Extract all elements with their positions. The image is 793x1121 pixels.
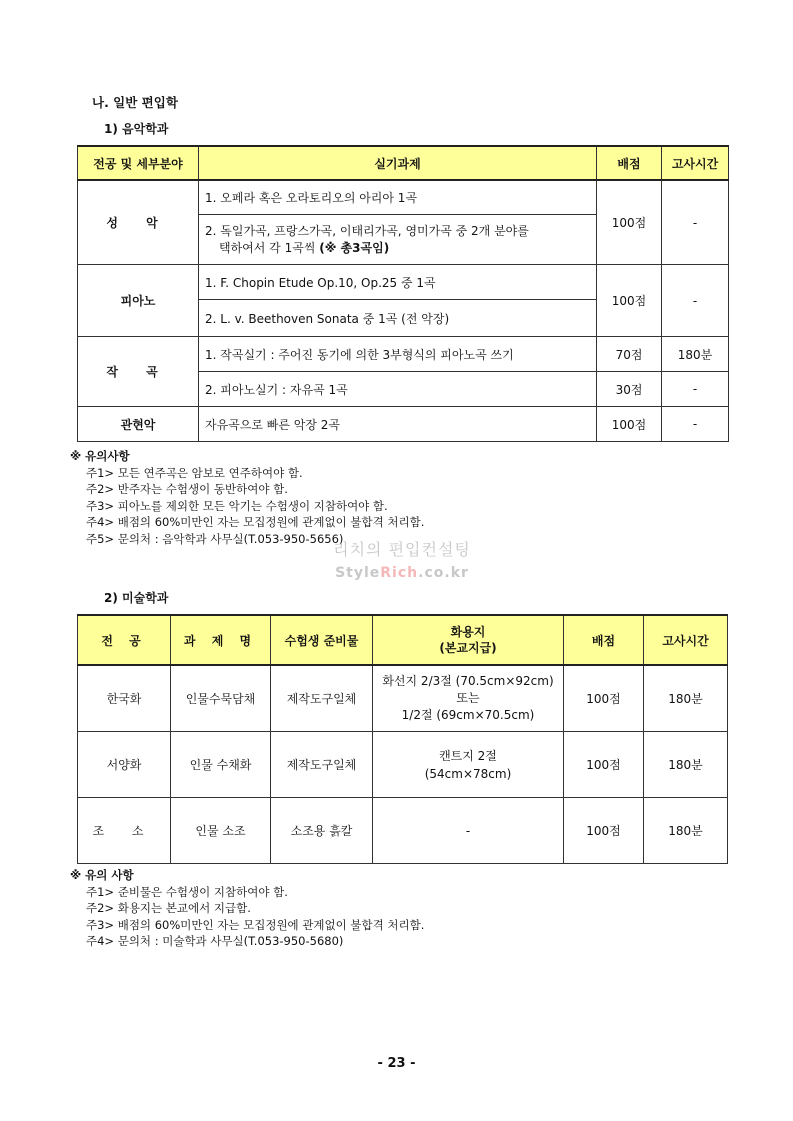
score-cell: 30점 [597,372,662,407]
task-note: (※ 총3곡임) [319,240,390,255]
title-cell: 인물 소조 [171,798,271,864]
paper-cell: - [373,798,564,864]
task-cell: 2. 피아노실기 : 자유곡 1곡 [199,372,597,407]
major-cell: 조 소 [78,798,171,864]
note-item: 주5> 문의처 : 음악학과 사무실(T.053-950-5656) [86,531,344,546]
header-score: 배점 [597,146,662,180]
header-title: 과 제 명 [171,615,271,665]
time-cell: 180분 [644,798,728,864]
note-item: 주3> 피아노를 제외한 모든 악기는 수험생이 지참하여야 함. [86,498,388,513]
task-cell: 1. 오페라 혹은 오라토리오의 아리아 1곡 [199,180,597,215]
header-materials: 수험생 준비물 [271,615,373,665]
watermark-text: 리치의 편입컨설팅 [333,540,471,559]
art-table [77,614,728,864]
paper-line: 캔트지 2절 [439,748,497,763]
materials-cell: 소조용 흙칼 [271,798,373,864]
score-cell: 100점 [597,180,662,265]
watermark-part: .co.kr [418,565,469,581]
title-cell: 인물수묵담채 [171,665,271,732]
music-notes [70,448,424,547]
table-row [78,665,728,732]
paper-cell [373,665,564,732]
task-cell: 1. F. Chopin Etude Op.10, Op.25 중 1곡 [199,265,597,300]
task-line [205,240,596,257]
task-cell [199,215,597,265]
time-cell: 180분 [644,665,728,732]
watermark-url [322,565,482,581]
paper-line: 화선지 2/3절 (70.5cm×92cm) [382,674,554,688]
time-cell: - [662,407,729,442]
table-row [78,337,729,372]
task-text: 택하여서 각 1곡씩 [219,240,316,255]
note-item: 주1> 모든 연주곡은 암보로 연주하여야 함. [86,465,303,480]
table-row [78,407,729,442]
table-row [78,265,729,300]
major-orchestra: 관현악 [78,407,199,442]
watermark-part: Style [335,565,381,581]
score-cell: 100점 [564,732,644,798]
notes-title: ※ 유의사항 [70,449,130,463]
score-cell: 100점 [564,798,644,864]
header-paper-line: (본교지급) [439,641,497,655]
header-major: 전공 및 세부분야 [78,146,199,180]
header-time: 고사시간 [662,146,729,180]
section-heading: 나. 일반 편입학 [92,95,178,110]
notes-title: ※ 유의 사항 [70,868,134,882]
note-item: 주2> 화용지는 본교에서 지급함. [86,901,251,915]
note-item: 주1> 준비물은 수험생이 지참하여야 함. [86,884,288,899]
table-row [78,732,728,798]
music-heading: 1) 음악학과 [104,122,169,136]
note-item: 주2> 반주자는 수험생이 동반하여야 함. [86,482,288,496]
header-time: 고사시간 [644,615,728,665]
page-number: - 23 - [377,1056,416,1071]
paper-line: 또는 [456,691,480,705]
task-cell: 1. 작곡실기 : 주어진 동기에 의한 3부형식의 피아노곡 쓰기 [199,337,597,372]
music-table [77,145,729,442]
table-row [78,798,728,864]
title-cell: 인물 수채화 [171,732,271,798]
major-vocal: 성 악 [78,180,199,265]
time-cell: - [662,372,729,407]
time-cell: - [662,265,729,337]
art-heading: 2) 미술학과 [104,591,169,605]
major-cell: 한국화 [78,665,171,732]
header-score: 배점 [564,615,644,665]
header-major: 전 공 [78,615,171,665]
major-cell: 서양화 [78,732,171,798]
note-item: 주4> 문의처 : 미술학과 사무실(T.053-950-5680) [86,934,344,948]
paper-cell [373,732,564,798]
table-header-row [78,146,729,180]
score-cell: 100점 [597,407,662,442]
task-line: 2. 독일가곡, 프랑스가곡, 이태리가곡, 영미가곡 중 2개 분야를 [205,223,529,238]
major-piano: 피아노 [78,265,199,337]
major-composition: 작 곡 [78,337,199,407]
task-cell: 2. L. v. Beethoven Sonata 중 1곡 (전 악장) [199,300,597,337]
paper-line: 1/2절 (69cm×70.5cm) [401,708,535,722]
task-cell: 자유곡으로 빠른 악장 2곡 [199,407,597,442]
paper-line: (54cm×78cm) [424,766,512,781]
score-cell: 100점 [597,265,662,337]
score-cell: 70점 [597,337,662,372]
watermark-part: Rich [380,565,419,581]
score-cell: 100점 [564,665,644,732]
time-cell: 180분 [662,337,729,372]
table-row [78,180,729,215]
table-header-row [78,615,728,665]
materials-cell: 제작도구일체 [271,732,373,798]
header-paper-line: 화용지 [450,625,486,639]
art-notes [70,867,424,950]
note-item: 주3> 배점의 60%미만인 자는 모집정원에 관계없이 불합격 처리함. [86,917,425,932]
materials-cell: 제작도구일체 [271,665,373,732]
time-cell: 180분 [644,732,728,798]
note-item: 주4> 배점의 60%미만인 자는 모집정원에 관계없이 불합격 처리함. [86,515,425,529]
header-paper [373,615,564,665]
time-cell: - [662,180,729,265]
header-task: 실기과제 [199,146,597,180]
